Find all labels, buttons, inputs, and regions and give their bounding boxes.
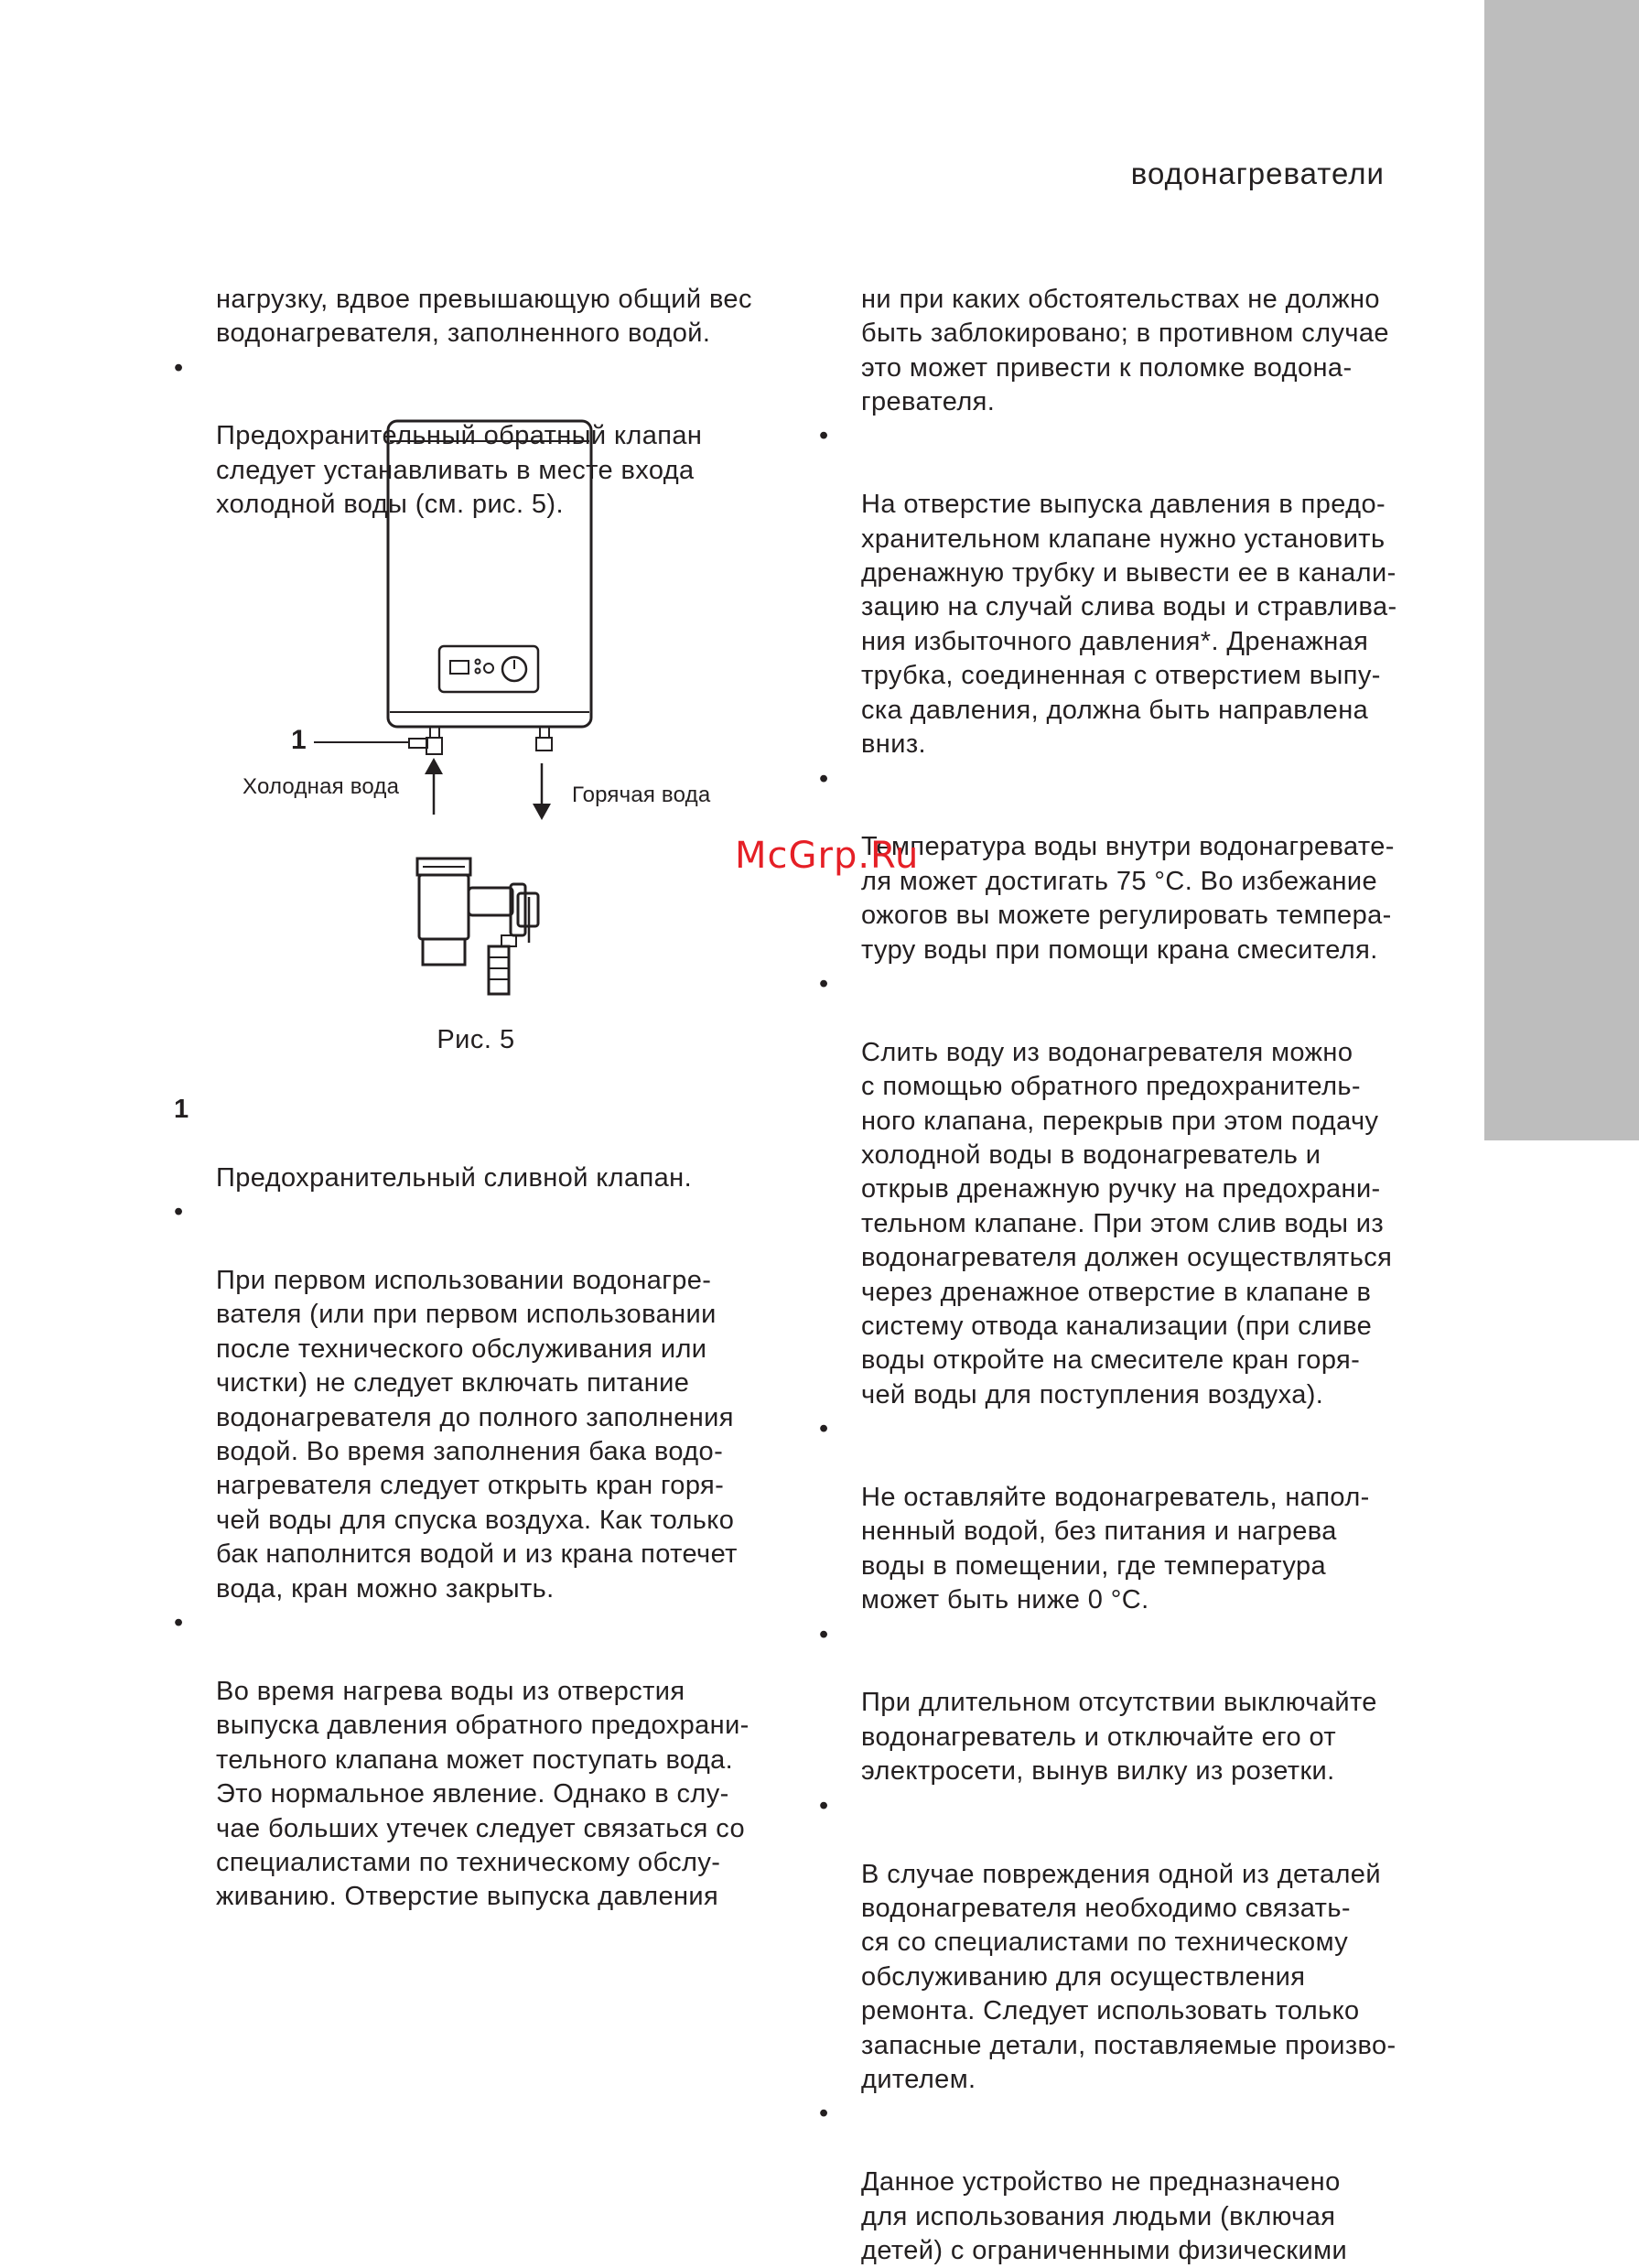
side-tab bbox=[1484, 0, 1639, 1140]
callout-number: 1 bbox=[291, 725, 307, 755]
bullet: • bbox=[819, 2099, 829, 2129]
bullet-item bbox=[819, 1789, 1441, 2098]
bullet-text: При первом использовании водонагре- вателя (или при первом использовании после технического обслуживания или чистки) не следует включать питание водонагревателя до полного заполнения водой. Во время заполнения бака водо- нагревателя следует открыть кран горя- чей воды для спуска воздуха. Как только бак наполнится водой и из крана потечет вода, кран можно закрыть. bbox=[216, 1266, 738, 1604]
bullet-text: На отверстие выпуска давления в предо- хранительном клапане нужно установить дренажную трубку и вывести ее в канали- зацию на случай слива воды и стравлива- ния избыточного давления*. Дренажная трубка, соединенная с отверстием выпу- ска давления, должна быть направлена вниз. bbox=[861, 490, 1397, 760]
paragraph-text: нагрузку, вдвое превышающую общий вес водонагревателя, заполненного водой. bbox=[216, 284, 752, 349]
bullet-item bbox=[819, 2097, 1441, 2268]
bullet-text: Слить воду из водонагревателя можно с помощью обратного предохранитель- ного клапана, перекрыв при этом подачу холодной воды в водонагреватель и открыв дренажную ручку на предохрани- тельном клапане. При этом слив воды из водонагревателя должен осуществляться через дренажное отверстие в клапане в систему отвода канализации (при сливе воды откройте на смесителе кран горя- чей воды для поступления воздуха). bbox=[861, 1037, 1393, 1409]
paragraph-text: ни при каких обстоятельствах не должно быть заблокировано; в противном случае это может привести к поломке водона- гревателя. bbox=[861, 284, 1389, 417]
dial-button bbox=[484, 664, 493, 673]
bullet: • bbox=[174, 1608, 184, 1638]
heater-tank bbox=[388, 421, 591, 727]
hot-water-label: Горячая вода bbox=[572, 783, 711, 807]
figure-caption: Рис. 5 bbox=[437, 1025, 515, 1054]
paragraph bbox=[819, 214, 1441, 419]
right-column bbox=[819, 214, 1441, 2268]
bullet-text: Во время нагрева воды из отверстия выпуска давления обратного предохрани- тельного клапана может поступать вода. Это нормальное явление. Однако в слу- чае больших утечек следует связаться со специалистами по техническому обслу- живанию. Отверстие выпуска давления bbox=[216, 1676, 749, 1912]
bullet-item bbox=[819, 1618, 1441, 1789]
bullet: • bbox=[819, 763, 829, 794]
watermark: McGrp.Ru bbox=[735, 835, 920, 877]
bullet-item bbox=[174, 1606, 796, 1915]
bullet-item bbox=[819, 967, 1441, 1412]
bullet-item bbox=[174, 1195, 796, 1606]
bullet: • bbox=[819, 968, 829, 999]
bullet-item bbox=[819, 419, 1441, 761]
bullet: • bbox=[819, 1619, 829, 1649]
bullet: • bbox=[174, 352, 184, 383]
bullet-text: Температура воды внутри водонагревате- ля может достигать 75 °C. Во избежание ожогов вы можете регулировать темпера- туру воды при помощи крана смесителя. bbox=[861, 832, 1395, 965]
numbered-item bbox=[174, 1093, 796, 1195]
item-number: 1 bbox=[174, 1095, 189, 1124]
bullet-text: Предохранительный обратный клапан следует устанавливать в месте входа холодной воды (см. рис. 5). bbox=[216, 421, 703, 520]
cold-water-label: Холодная вода bbox=[243, 774, 400, 799]
paragraph bbox=[174, 214, 796, 351]
figure-water-heater bbox=[220, 412, 732, 998]
bullet-text: При длительном отсутствии выключайте водонагреватель и отключайте его от электросети, вынув вилку из розетки. bbox=[861, 1688, 1377, 1787]
bullet: • bbox=[174, 1197, 184, 1227]
page-header-title: водонагреватели bbox=[1130, 157, 1385, 190]
control-panel bbox=[439, 646, 538, 692]
bullet: • bbox=[819, 1414, 829, 1444]
bullet-text: В случае повреждения одной из деталей водонагревателя необходимо связать- ся со специалистами по техническому обслуживанию для осуществления ремонта. Следует использовать только запасные детали, поставляемые произво- дителем. bbox=[861, 1859, 1396, 2094]
bullet-text: Данное устройство не предназначено для использования людьми (включая детей) с ограниченными физическими bbox=[861, 2167, 1348, 2265]
item-text: Предохранительный сливной клапан. bbox=[216, 1162, 693, 1193]
bullet-text: Не оставляйте водонагреватель, напол- ненный водой, без питания и нагрева воды в помещении, где температура может быть ниже 0 °C. bbox=[861, 1483, 1370, 1615]
water-heater-illustration bbox=[220, 412, 732, 998]
bullet: • bbox=[819, 421, 829, 451]
bullet-item bbox=[819, 1412, 1441, 1617]
left-column-bottom bbox=[174, 1093, 796, 1915]
bullet: • bbox=[819, 1790, 829, 1820]
